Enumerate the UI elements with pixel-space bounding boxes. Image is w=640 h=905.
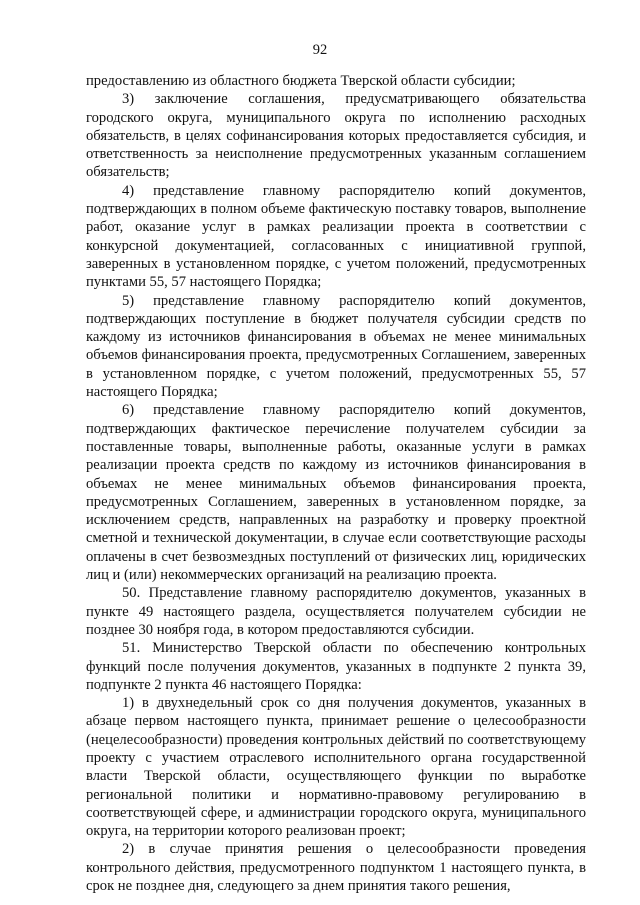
paragraph-item-4: 4) представление главному распорядителю копий документов, подтверждающих в полном объеме фактическую поставку товаров, выполнение работ, оказание услуг в рамках реализации проекта в соответствии с конкурсной документацией, согласованных с инициативной группой, заверенных в установленном порядке, с учетом положений, предусмотренных пунктами 55, 57 настоящего Порядка;	[86, 182, 586, 291]
document-body	[86, 72, 586, 895]
page-number: 92	[312, 42, 328, 58]
paragraph-item-5: 5) представление главному распорядителю копий документов, подтверждающих поступление в бюджет получателя субсидии средств по каждому из источников финансирования в объемах не менее минимальных объемов финансирования проекта, предусмотренных Соглашением, заверенных в установленном порядке, с учетом положений, предусмотренных 55, 57 настоящего Порядка;	[86, 292, 586, 401]
paragraph-subitem-2: 2) в случае принятия решения о целесообразности проведения контрольного действия, предусмотренного подпунктом 1 настоящего пункта, в срок не позднее дня, следующего за днем принятия такого решения,	[86, 841, 586, 895]
paragraph-item-6: 6) представление главному распорядителю копий документов, подтверждающих фактическое перечисление получателем субсидии за поставленные товары, выполненные работы, оказанные услуги в рамках реализации проекта средств по каждому из источников финансирования в объемах не менее минимальных объемов финансирования проекта, предусмотренных Соглашением, заверенных в установленном порядке, за исключением средств, направленных на разработку и проверку проектной сметной и технической документации, в случае если соответствующие расходы оплачены в счет безвозмездных поступлений от физических лиц, юридических лиц и (или) некоммерческих организаций на реализацию проекта.	[86, 402, 586, 584]
paragraph-item-3: 3) заключение соглашения, предусматривающего обязательства городского округа, муниципального округа по исполнению расходных обязательств, в целях софинансирования которых предоставляется субсидия, и ответственность за неисполнение предусмотренных указанным соглашением обязательств;	[86, 91, 586, 181]
paragraph-subitem-1: 1) в двухнедельный срок со дня получения документов, указанных в абзаце первом настоящего пункта, принимает решение о целесообразности (нецелесообразности) проведения контрольных действий по соответствующему проекту с участием отраслевого исполнительного органа государственной власти Тверской области, осуществляющего функции по выработке региональной политики и нормативно-правовому регулированию в соответствующей сфере, и администрации городского округа, муниципального округа, на территории которого реализован проект;	[86, 695, 586, 840]
paragraph-continuation: предоставлению из областного бюджета Тверской области субсидии;	[86, 73, 516, 89]
paragraph-clause-51: 51. Министерство Тверской области по обеспечению контрольных функций после получения документов, указанных в подпункте 2 пункта 39, подпункте 2 пункта 46 настоящего Порядка:	[86, 640, 586, 693]
paragraph-clause-50: 50. Представление главному распорядителю документов, указанных в пункте 49 настоящего раздела, осуществляется получателем субсидии не позднее 30 ноября года, в котором предоставляются субсидии.	[86, 585, 586, 638]
